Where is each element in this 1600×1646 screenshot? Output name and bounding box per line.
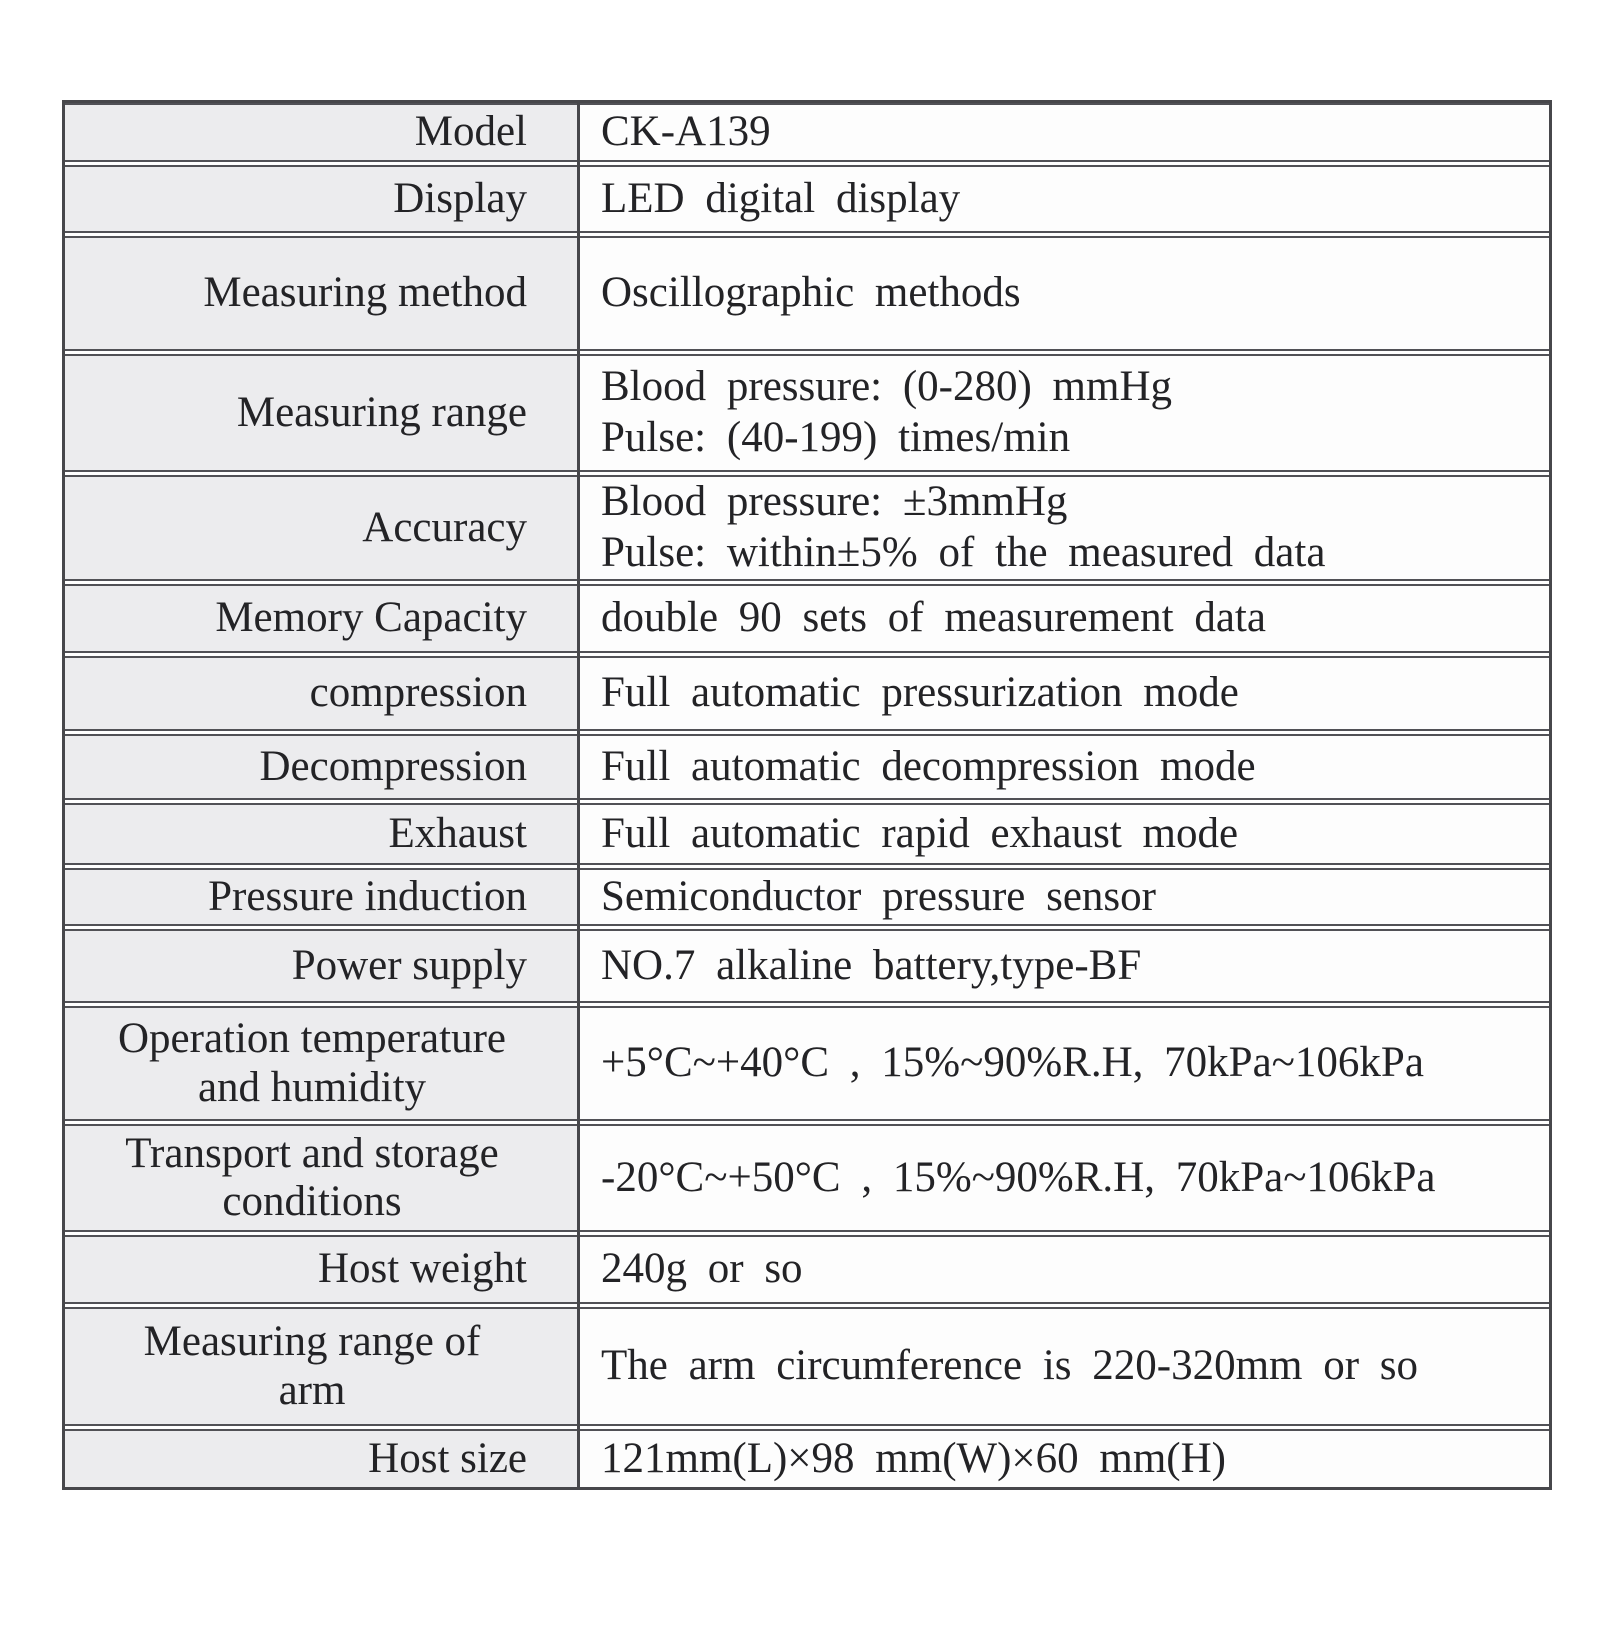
spec-label-line2: and humidity <box>197 1063 427 1111</box>
spec-label-cell <box>65 870 577 924</box>
spec-label-cell <box>65 931 577 1001</box>
spec-value-cell <box>577 167 1549 231</box>
spec-value: Full automatic pressurization mode <box>601 669 1239 717</box>
spec-value-cell <box>577 477 1549 579</box>
spec-label-line2: arm <box>278 1366 346 1414</box>
spec-value: +5°C~+40°C , 15%~90%R.H, 70kPa~106kPa <box>601 1039 1424 1087</box>
spec-value: Blood pressure: (0-280) mmHg <box>601 363 1173 411</box>
spec-value: 240g or so <box>601 1245 803 1293</box>
spec-value: Full automatic rapid exhaust mode <box>601 809 1239 857</box>
spec-label-cell <box>65 238 577 349</box>
spec-label: Transport and storage <box>125 1129 499 1177</box>
spec-label-cell <box>65 586 577 651</box>
spec-value: Full automatic decompression mode <box>601 742 1256 790</box>
spec-label: Model <box>414 108 527 156</box>
spec-value: The arm circumference is 220-320mm or so <box>601 1342 1419 1390</box>
spec-label-cell <box>65 1309 577 1424</box>
spec-label: Pressure induction <box>208 872 527 920</box>
spec-value-line2: Pulse: (40-199) times/min <box>601 414 1071 461</box>
table-row <box>65 1429 1549 1487</box>
spec-value-cell <box>577 1126 1549 1230</box>
spec-label-cell <box>65 658 577 729</box>
spec-value-cell <box>577 870 1549 924</box>
column-divider <box>577 103 580 1487</box>
spec-value-cell <box>577 1237 1549 1302</box>
table-row <box>65 734 1549 800</box>
spec-value: LED digital display <box>601 174 961 222</box>
spec-label: Measuring method <box>203 269 527 317</box>
table-row <box>65 1235 1549 1304</box>
spec-label: Exhaust <box>388 809 527 857</box>
spec-label: Host weight <box>317 1245 527 1293</box>
table-row <box>65 165 1549 233</box>
spec-value: Blood pressure: ±3mmHg <box>601 478 1068 526</box>
spec-value: -20°C~+50°C , 15%~90%R.H, 70kPa~106kPa <box>601 1153 1436 1201</box>
spec-value-cell <box>577 238 1549 349</box>
spec-value-cell <box>577 356 1549 470</box>
table-row <box>65 803 1549 865</box>
table-row <box>65 656 1549 731</box>
spec-value: Semiconductor pressure sensor <box>601 872 1156 920</box>
spec-table <box>62 100 1552 1490</box>
spec-label-cell <box>65 1008 577 1119</box>
spec-label-cell <box>65 1431 577 1487</box>
spec-value-cell <box>577 1008 1549 1119</box>
spec-label: Host size <box>368 1434 527 1482</box>
spec-label: Memory Capacity <box>215 594 527 642</box>
spec-value-cell <box>577 805 1549 863</box>
table-row <box>65 1307 1549 1426</box>
table-row <box>65 584 1549 653</box>
spec-label: Accuracy <box>362 503 527 551</box>
spec-label-cell <box>65 477 577 579</box>
spec-label-cell <box>65 105 577 160</box>
spec-value: 121mm(L)×98 mm(W)×60 mm(H) <box>601 1434 1227 1482</box>
spec-label-line2: conditions <box>222 1178 402 1225</box>
spec-value: double 90 sets of measurement data <box>601 594 1266 642</box>
table-row <box>65 929 1549 1003</box>
spec-label: Measuring range <box>236 388 527 436</box>
spec-label-cell <box>65 167 577 231</box>
table-row <box>65 1124 1549 1232</box>
table-row <box>65 1006 1549 1121</box>
table-row <box>65 475 1549 581</box>
spec-label: Power supply <box>291 941 527 989</box>
spec-value: CK-A139 <box>601 108 771 156</box>
spec-label: Measuring range of <box>143 1318 481 1366</box>
table-row <box>65 236 1549 351</box>
spec-value-cell <box>577 931 1549 1001</box>
spec-label-cell <box>65 1126 577 1230</box>
spec-value-cell <box>577 105 1549 160</box>
spec-label: compression <box>309 669 527 717</box>
spec-label: Display <box>393 174 527 222</box>
table-row <box>65 868 1549 926</box>
spec-value-cell <box>577 736 1549 798</box>
spec-value: Oscillographic methods <box>601 269 1021 317</box>
spec-label-cell <box>65 1237 577 1302</box>
spec-value-cell <box>577 1309 1549 1424</box>
spec-value: NO.7 alkaline battery,type-BF <box>601 941 1142 989</box>
spec-label-cell <box>65 356 577 470</box>
spec-label: Decompression <box>259 742 527 790</box>
table-row <box>65 354 1549 472</box>
table-row <box>65 103 1549 162</box>
spec-value-cell <box>577 658 1549 729</box>
spec-label-cell <box>65 736 577 798</box>
spec-label: Operation temperature <box>117 1015 506 1063</box>
spec-value-cell <box>577 1431 1549 1487</box>
spec-label-cell <box>65 805 577 863</box>
spec-value-line2: Pulse: within±5% of the measured data <box>601 529 1326 576</box>
spec-value-cell <box>577 586 1549 651</box>
